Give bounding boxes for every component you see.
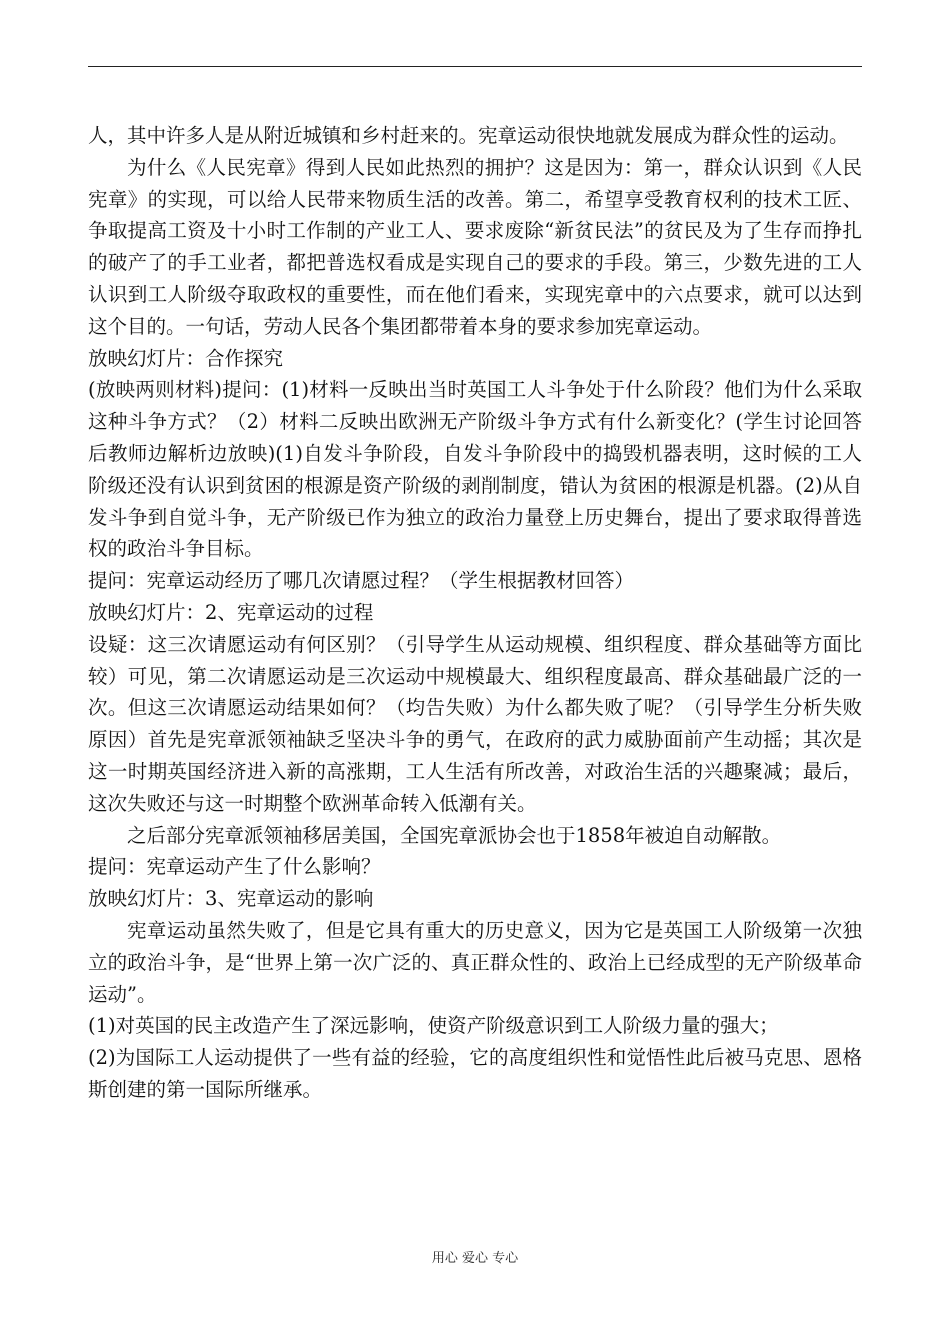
header-rule — [88, 66, 862, 67]
slide-movement-influence: 放映幻灯片：3、宪章运动的影响 — [88, 887, 374, 911]
question-petition-process: 提问：宪章运动经历了哪几次请愿过程？（学生根据教材回答） — [88, 569, 635, 593]
paragraph-influence-1: (1)对英国的民主改造产生了深远影响，使资产阶级意识到工人阶级力量的强大； — [88, 1014, 779, 1038]
paragraph-influence-2: (2)为国际工人运动提供了一些有益的经验，它的高度组织性和觉悟性此后被马克思、恩格斯创建的第一国际所继承。 — [88, 1046, 862, 1101]
paragraph-reasons: 为什么《人民宪章》得到人民如此热烈的拥护？这是因为：第一，群众认识到《人民宪章》的实现，可以给人民带来物质生活的改善。第二，希望享受教育权利的技术工匠、争取提高工资及十小时工作制的产业工人、要求废除“新贫民法”的贫民及为了生存而挣扎的破产了的手工业者，都把普选权看成是实现自己的要求的手段。第三，少数先进的工人认识到工人阶级夺取政权的重要性，而在他们看来，实现宪章中的六点要求，就可以达到这个目的。一句话，劳动人民各个集团都带着本身的要求参加宪章运动。 — [88, 155, 862, 338]
page-footer: 用心 爱心 专心 — [431, 1251, 519, 1266]
slide-movement-process: 放映幻灯片：2、宪章运动的过程 — [88, 600, 374, 624]
document-body — [88, 120, 862, 1106]
paragraph-dissolution: 之后部分宪章派领袖移居美国，全国宪章派协会也于1858年被迫自动解散。 — [127, 823, 782, 847]
paragraph-continuation: 人，其中许多人是从附近城镇和乡村赶来的。宪章运动很快地就发展成为群众性的运动。 — [88, 124, 849, 147]
slide-cooperative-inquiry: 放映幻灯片：合作探究 — [88, 346, 284, 370]
paragraph-petition-analysis: 设疑：这三次请愿运动有何区别？（引导学生从运动规模、组织程度、群众基础等方面比较）可见，第二次请愿运动是三次运动中规模最大、组织程度最高、群众基础最广泛的一次。但这三次请愿运动结果如何？（均告失败）为什么都失败了呢？（引导学生分析失败原因）首先是宪章派领袖缺乏坚决斗争的勇气，在政府的武力威胁面前产生动摇；其次是这一时期英国经济进入新的高涨期，工人生活有所改善，对政治生活的兴趣聚减；最后，这次失败还与这一时期整个欧洲革命转入低潮有关。 — [88, 632, 862, 815]
paragraph-materials-question: (放映两则材料)提问：(1)材料一反映出当时英国工人斗争处于什么阶段？他们为什么采取这种斗争方式？（2）材料二反映出欧洲无产阶级斗争方式有什么新变化？(学生讨论回答后教师边解析边放映)(1)自发斗争阶段，自发斗争阶段中的捣毁机器表明，这时候的工人阶级还没有认识到贫困的根源是资产阶级的剥削制度，错认为贫困的根源是机器。(2)从自发斗争到自觉斗争，无产阶级已作为独立的政治力量登上历史舞台，提出了要求取得普选权的政治斗争目标。 — [88, 378, 862, 561]
paragraph-significance: 宪章运动虽然失败了，但是它具有重大的历史意义，因为它是英国工人阶级第一次独立的政治斗争，是“世界上第一次广泛的、真正群众性的、政治上已经成型的无产阶级革命运动”。 — [88, 918, 862, 1006]
question-influence: 提问：宪章运动产生了什么影响？ — [88, 855, 381, 879]
